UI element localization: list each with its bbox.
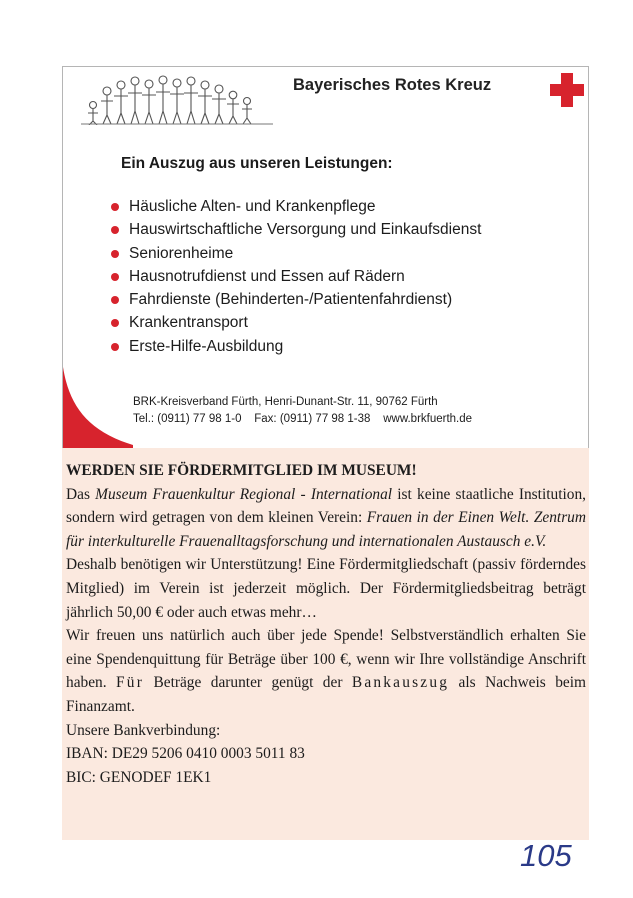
paragraph-intro: Das Museum Frauenkultur Regional - International ist keine staatliche Institution, sondern wird getragen von dem kleinen Verein: Frauen in der Einen Welt. Zentrum für interkulturelle Frauenalltagsforschung und internationalen Austausch e.V.: [66, 485, 586, 550]
paragraph-donation: Wir freuen uns natürlich auch über jede Spende! Selbstverständlich erhalten Sie eine Spendenquittung für Beträge über 100 €, wenn wir Ihre vollständige Anschrift haben. Für Beträge darunter genügt der Bankauszug als Nachweis beim Finanzamt.: [66, 627, 586, 715]
bic: BIC: GENODEF 1EK1: [66, 768, 212, 786]
service-item: Hauswirtschaftliche Versorgung und Einkaufsdienst: [111, 218, 481, 241]
bank-label: Unsere Bankverbindung:: [66, 721, 221, 739]
service-item: Seniorenheime: [111, 242, 481, 265]
organization-name: Bayerisches Rotes Kreuz: [293, 76, 492, 94]
service-item: Krankentransport: [111, 311, 481, 334]
fax-number: (0911) 77 98 1-38: [279, 413, 371, 425]
bullet-icon: [111, 250, 119, 258]
article-heading: WERDEN SIE FÖRDERMITGLIED IM MUSEUM!: [66, 462, 417, 479]
association-name: Frauen in der Einen Welt. Zentrum für interkulturelle Frauenalltagsforschung und internationalen Austausch e.V.: [66, 509, 586, 550]
website-link[interactable]: www.brkfuerth.de: [383, 413, 473, 425]
bullet-icon: [111, 319, 119, 327]
bullet-icon: [111, 296, 119, 304]
services-list: [111, 195, 481, 358]
bullet-icon: [111, 343, 119, 351]
group-of-people-logo: [77, 71, 277, 125]
services-heading: Ein Auszug aus unseren Leistungen:: [121, 155, 393, 172]
red-cross-icon: [550, 73, 584, 107]
contact-block: [133, 394, 472, 428]
service-item: Hausnotrufdienst und Essen auf Rädern: [111, 265, 481, 288]
paragraph-support: Deshalb benötigen wir Unterstützung! Eine Fördermitgliedschaft (passiv förderndes Mitglied) im Verein ist jederzeit möglich. Der Fördermitgliedsbeitrag beträgt jährlich 50,00 € oder auch etwas mehr…: [66, 556, 586, 621]
phone-line: [133, 411, 472, 428]
tel-label: Tel.:: [133, 413, 155, 425]
iban: IBAN: DE29 5206 0410 0003 5011 83: [66, 745, 305, 763]
tel-number: (0911) 77 98 1-0: [157, 413, 242, 425]
page-number: 105: [520, 838, 572, 873]
service-item: Häusliche Alten- und Krankenpflege: [111, 195, 481, 218]
bullet-icon: [111, 226, 119, 234]
brk-advertisement: [62, 66, 589, 449]
service-item: Erste-Hilfe-Ausbildung: [111, 335, 481, 358]
address: BRK-Kreisverband Fürth, Henri-Dunant-Str. 11, 90762 Fürth: [133, 396, 438, 408]
fax-label: Fax:: [254, 413, 277, 425]
museum-name: Museum Frauenkultur Regional - International: [95, 485, 393, 503]
membership-article: [66, 459, 586, 789]
service-item: Fahrdienste (Behinderten-/Patientenfahrdienst): [111, 288, 481, 311]
bullet-icon: [111, 203, 119, 211]
bullet-icon: [111, 273, 119, 281]
